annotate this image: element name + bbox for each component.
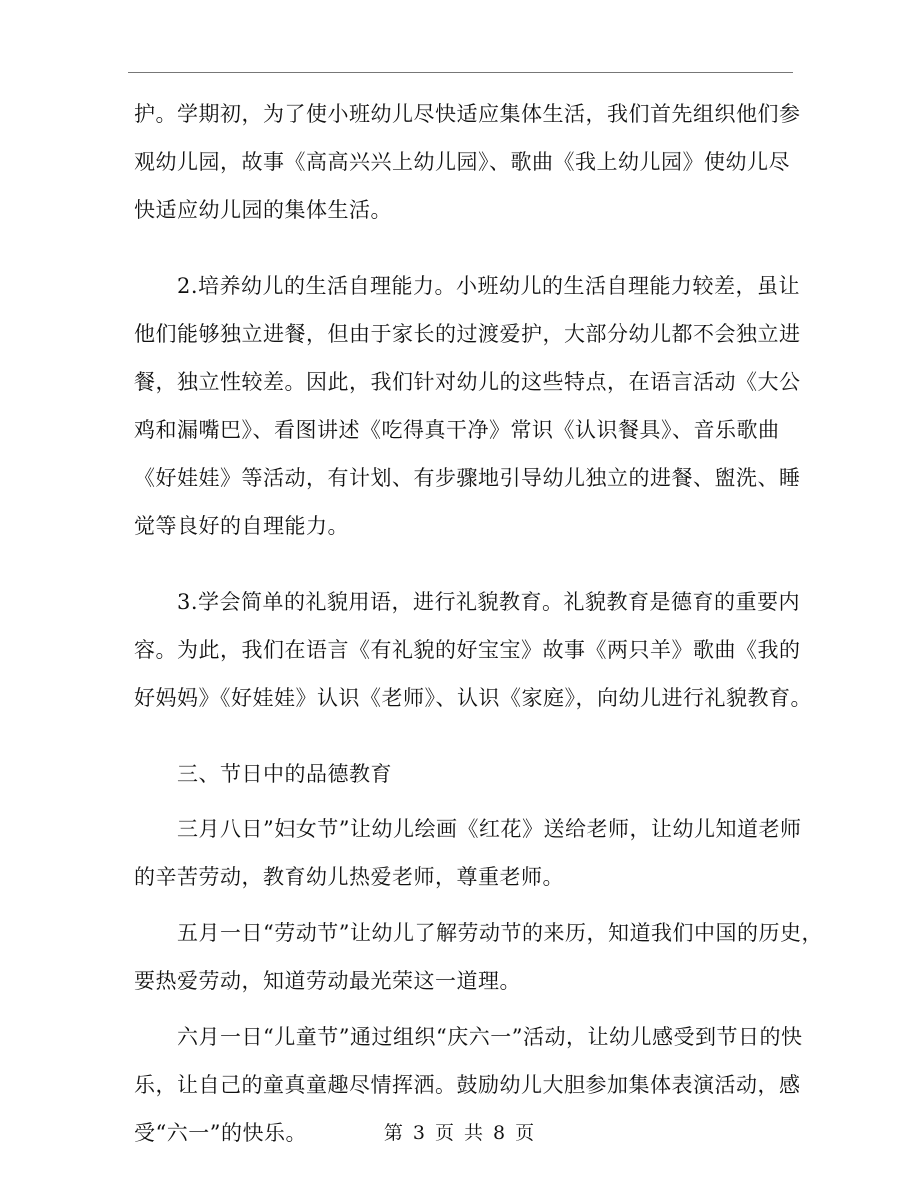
text-line: 快适应幼儿园的集体生活。 [134, 198, 392, 222]
text-line: 觉等良好的自理能力。 [134, 514, 349, 538]
text-line: 餐，独立性较差。因此，我们针对幼儿的这些特点，在语言活动《大公 [134, 370, 801, 394]
text-line: 他们能够独立进餐，但由于家长的过渡爱护，大部分幼儿都不会独立进 [134, 322, 801, 346]
text-line: 护。学期初，为了使小班幼儿尽快适应集体生活，我们首先组织他们参 [134, 102, 801, 126]
text-line: 的辛苦劳动，教育幼儿热爱老师，尊重老师。 [134, 865, 564, 889]
text-line: 三月八日”妇女节”让幼儿绘画《红花》送给老师，让幼儿知道老师 [134, 817, 802, 841]
paragraph [134, 102, 801, 222]
section-heading [134, 764, 794, 785]
text-line: 鸡和漏嘴巴》、看图讲述《吃得真干净》常识《认识餐具》、音乐歌曲 [134, 418, 780, 442]
text-line: 乐，让自己的童真童趣尽情挥洒。鼓励幼儿大胆参加集体表演活动，感 [134, 1073, 801, 1097]
text-line: 好妈妈》《好娃娃》认识《老师》、认识《家庭》，向幼儿进行礼貌教育。 [134, 686, 812, 710]
header-rule [128, 72, 793, 73]
page-number: 第 3 页 共 8 页 [383, 1122, 537, 1144]
text-line: 容。为此，我们在语言《有礼貌的好宝宝》故事《两只羊》歌曲《我的 [134, 638, 801, 662]
paragraph [134, 590, 812, 710]
text-line: 3.学会简单的礼貌用语，进行礼貌教育。礼貌教育是德育的重要内 [134, 590, 801, 614]
text-line: 五月一日“劳动节”让幼儿了解劳动节的来历，知道我们中国的历史， [134, 921, 823, 945]
paragraph [134, 274, 801, 538]
text-line: 要热爱劳动，知道劳动最光荣这一道理。 [134, 969, 521, 993]
text-line: 观幼儿园，故事《高高兴兴上幼儿园》、歌曲《我上幼儿园》使幼儿尽 [134, 150, 790, 174]
text-line: 《好娃娃》等活动，有计划、有步骤地引导幼儿独立的进餐、盥洗、睡 [134, 466, 801, 490]
paragraph [134, 921, 823, 993]
document-body [134, 102, 823, 1145]
text-line: 受“六一”的快乐。 [134, 1121, 307, 1145]
text-line: 2.培养幼儿的生活自理能力。小班幼儿的生活自理能力较差，虽让 [134, 274, 801, 298]
paragraph [134, 817, 802, 889]
text-line: 六月一日“儿童节”通过组织“庆六一”活动，让幼儿感受到节日的快 [134, 1025, 803, 1049]
text-line: 三、节日中的品德教育 [134, 762, 392, 786]
